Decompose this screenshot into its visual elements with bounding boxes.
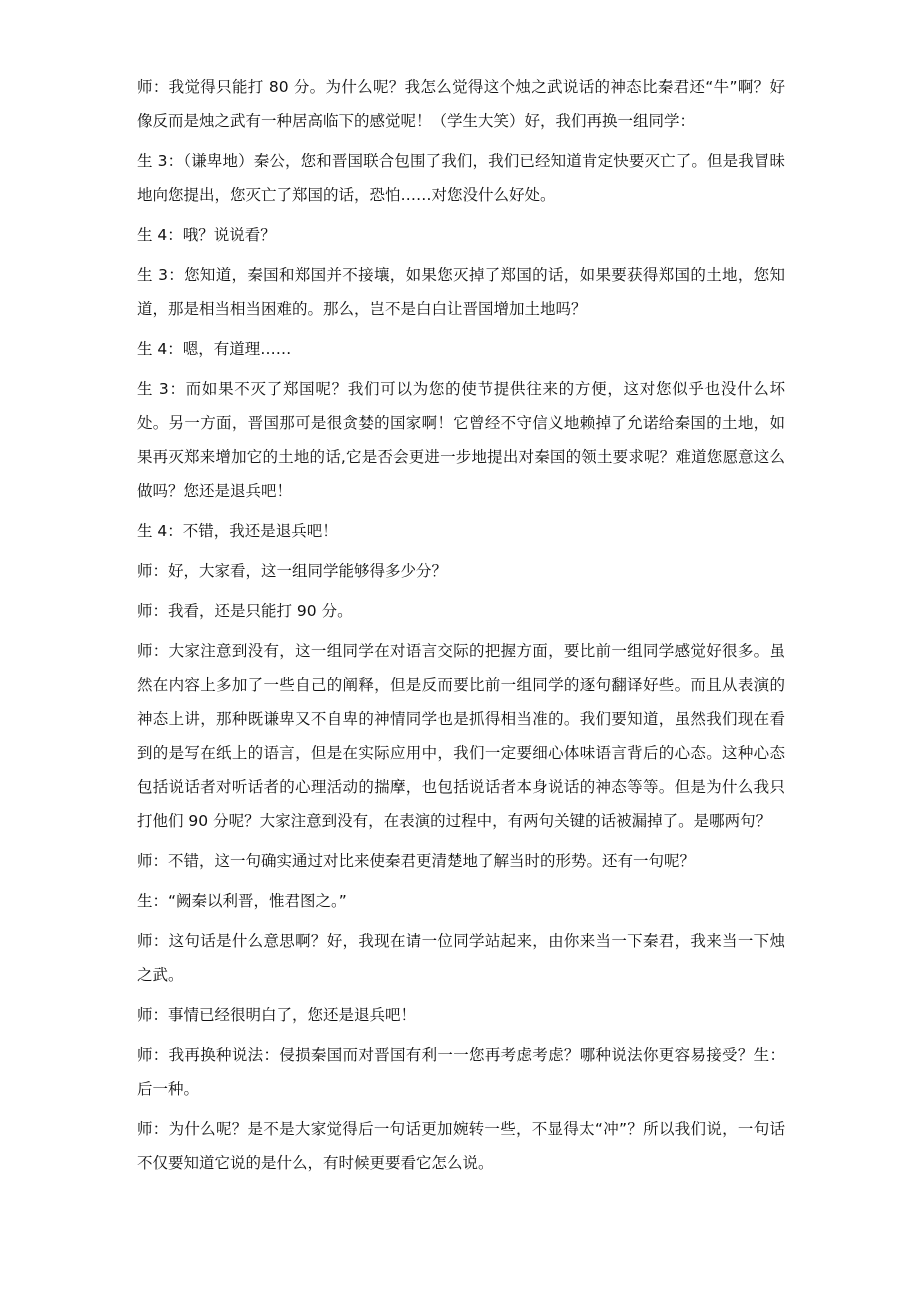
paragraph: 师：事情已经很明白了，您还是退兵吧！ [137,1006,417,1024]
paragraph: 师：好，大家看，这一组同学能够得多少分？ [137,562,448,580]
paragraph: 师：为什么呢？是不是大家觉得后一句话更加婉转一些，不显得太“冲”？所以我们说，一句话不仅要知道它说的是什么，有时候更要看它怎么说。 [137,1120,785,1172]
paragraph: 生 4：不错，我还是退兵吧！ [137,522,338,540]
paragraph: 生 3：而如果不灭了郑国呢？我们可以为您的使节提供往来的方便，这对您似乎也没什么坏处。另一方面，晋国那可是很贪婪的国家啊！它曾经不守信义地赖掉了允诺给秦国的土地，如果再灭郑来增加它的土地的话,它是否会更进一步地提出对秦国的领土要求呢？难道您愿意这么做吗？您还是退兵吧！ [137,380,785,500]
paragraph: 师：这句话是什么意思啊？好，我现在请一位同学站起来，由你来当一下秦君，我来当一下烛之武。 [137,932,785,984]
paragraph: 师：我再换种说法：侵损秦国而对晋国有利一一您再考虑考虑？哪种说法你更容易接受？生：后一种。 [137,1046,785,1098]
paragraph: 生 3：您知道，秦国和郑国并不接壤，如果您灭掉了郑国的话，如果要获得郑国的土地，您知道，那是相当相当困难的。那么，岂不是白白让晋国增加土地吗？ [137,266,785,318]
paragraph: 生 4：哦？说说看？ [137,226,276,244]
paragraph: 师：我觉得只能打 80 分。为什么呢？我怎么觉得这个烛之武说话的神态比秦君还“牛”啊？好像反而是烛之武有一种居高临下的感觉呢！（学生大笑）好，我们再换一组同学： [137,78,785,130]
paragraph: 生 4：嗯，有道理…… [137,340,292,358]
paragraph: 师：不错，这一句确实通过对比来使秦君更清楚地了解当时的形势。还有一句呢？ [137,852,696,870]
paragraph: 生：“阙秦以利晋，惟君图之。” [137,892,347,910]
paragraph: 师：我看，还是只能打 90 分。 [137,602,353,620]
paragraph: 师：大家注意到没有，这一组同学在对语言交际的把握方面，要比前一组同学感觉好很多。虽然在内容上多加了一些自己的阐释，但是反而要比前一组同学的逐句翻译好些。而且从表演的神态上讲，那种既谦卑又不自卑的神情同学也是抓得相当准的。我们要知道，虽然我们现在看到的是写在纸上的语言，但是在实际应用中，我们一定要细心体味语言背后的心态。这种心态包括说话者对听话者的心理活动的揣摩，也包括说话者本身说话的神态等等。但是为什么我只打他们 90 分呢？大家注意到没有，在表演的过程中，有两句关键的话被漏掉了。是哪两句？ [137,642,785,830]
paragraph: 生 3：（谦卑地）秦公，您和晋国联合包围了我们，我们已经知道肯定快要灭亡了。但是我冒昧地向您提出，您灭亡了郑国的话，恐怕……对您没什么好处。 [137,152,785,204]
document-page [137,70,785,1186]
